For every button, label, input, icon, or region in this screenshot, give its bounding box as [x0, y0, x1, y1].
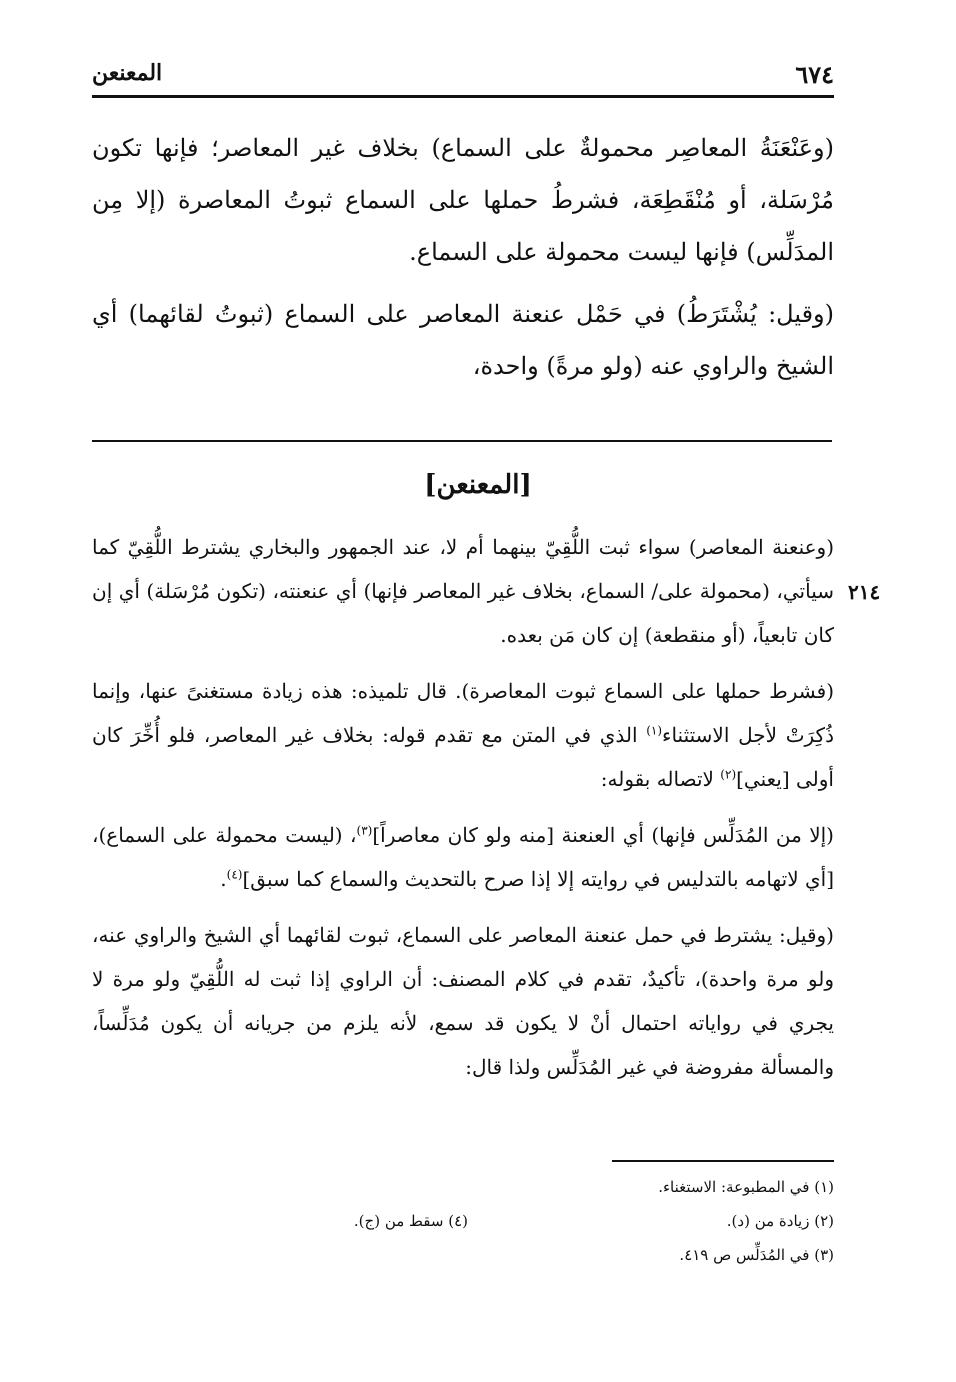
footnote-1: (١) في المطبوعة: الاستغناء. — [658, 1178, 834, 1196]
section-divider — [92, 440, 832, 442]
footnote-4: (٤) سقط من (ج). — [353, 1212, 468, 1230]
commentary-text-run: لاتصاله بقوله: — [600, 767, 721, 791]
matn-text — [92, 122, 834, 402]
section-title: [المعنعن] — [424, 470, 532, 500]
footnote-ref[interactable]: (٣) — [356, 823, 373, 838]
footnote-ref[interactable]: (٤) — [226, 867, 243, 882]
footnote-3: (٣) في المُدَلِّس ص ٤١٩. — [679, 1246, 834, 1264]
commentary-paragraph: (وقيل: يشترط في حمل عنعنة المعاصر على السماع، ثبوت لقائهما أي الشيخ والراوي عنه، ولو مرة واحدة)، تأكيدٌ، تقدم في كلام المصنف: أن الراوي إذا ثبت له اللُّقِيّ ولو مرة لا يجري في رواياته احتمال أنْ لا يكون قد سمع، لأنه يلزم من جريانه أن يكون مُدَلِّساً، والمسألة مفروضة في غير المُدَلِّس ولذا قال: — [92, 923, 834, 1079]
commentary-text-run: (فشرط حملها على السماع ثبوت المعاصرة). قال تلميذه: هذه زيادة مستغنىً عنها، وإنما ذُكِرَتْ لأجل الاستثناء — [92, 679, 834, 747]
footnote-2: (٢) زيادة من (د). — [726, 1212, 834, 1230]
commentary-text-run: ، (ليست محمولة على السماع)، [أي لاتهامه بالتدليس في روايته إلا إذا صرح بالتحديث والسماع كما سبق] — [92, 823, 834, 891]
footnote-ref[interactable]: (١) — [646, 723, 663, 738]
margin-page-number: ٢١٤ — [848, 580, 881, 604]
matn-paragraph: (وعَنْعَنَةُ المعاصِر محمولةٌ على السماع) بخلاف غير المعاصر؛ فإنها تكون مُرْسَلة، أو مُنْقَطِعَة، فشرطُ حملها على السماع ثبوتُ المعاصرة (إلا مِن المدَلِّس) فإنها ليست محمولة على السماع. — [92, 134, 834, 266]
commentary-text-run: الذي في المتن مع تقدم قوله: بخلاف غير المعاصر، فلو أُخِّرَ كان أولى [يعني] — [92, 723, 834, 791]
footnote-ref[interactable]: (٢) — [720, 767, 737, 782]
footnote-rule — [612, 1160, 834, 1162]
page-number: ٦٧٤ — [795, 60, 834, 89]
commentary-paragraph — [92, 813, 834, 901]
matn-paragraph: (وقيل: يُشْتَرَطُ) في حَمْل عنعنة المعاصر على السماع (ثبوتُ لقائهما) أي الشيخ والراوي عنه (ولو مرةً) واحدة، — [92, 300, 834, 380]
header-rule — [92, 95, 834, 98]
commentary-text — [92, 525, 834, 1101]
commentary-text-run: (إلا من المُدَلِّس فإنها) أي العنعنة [منه ولو كان معاصراً] — [372, 823, 834, 847]
commentary-text-run: . — [220, 867, 227, 891]
page-header — [92, 56, 834, 92]
running-title: المعنعن — [92, 60, 163, 86]
commentary-paragraph — [92, 669, 834, 801]
commentary-paragraph: (وعنعنة المعاصر) سواء ثبت اللُّقِيّ بينهما أم لا، عند الجمهور والبخاري يشترط اللُّقِيّ كما سيأتي، (محمولة على/ السماع، بخلاف غير المعاصر فإنها) أي عنعنته، (تكون مُرْسَلة) أي إن كان تابعياً، (أو منقطعة) إن كان مَن بعده. — [92, 535, 834, 647]
